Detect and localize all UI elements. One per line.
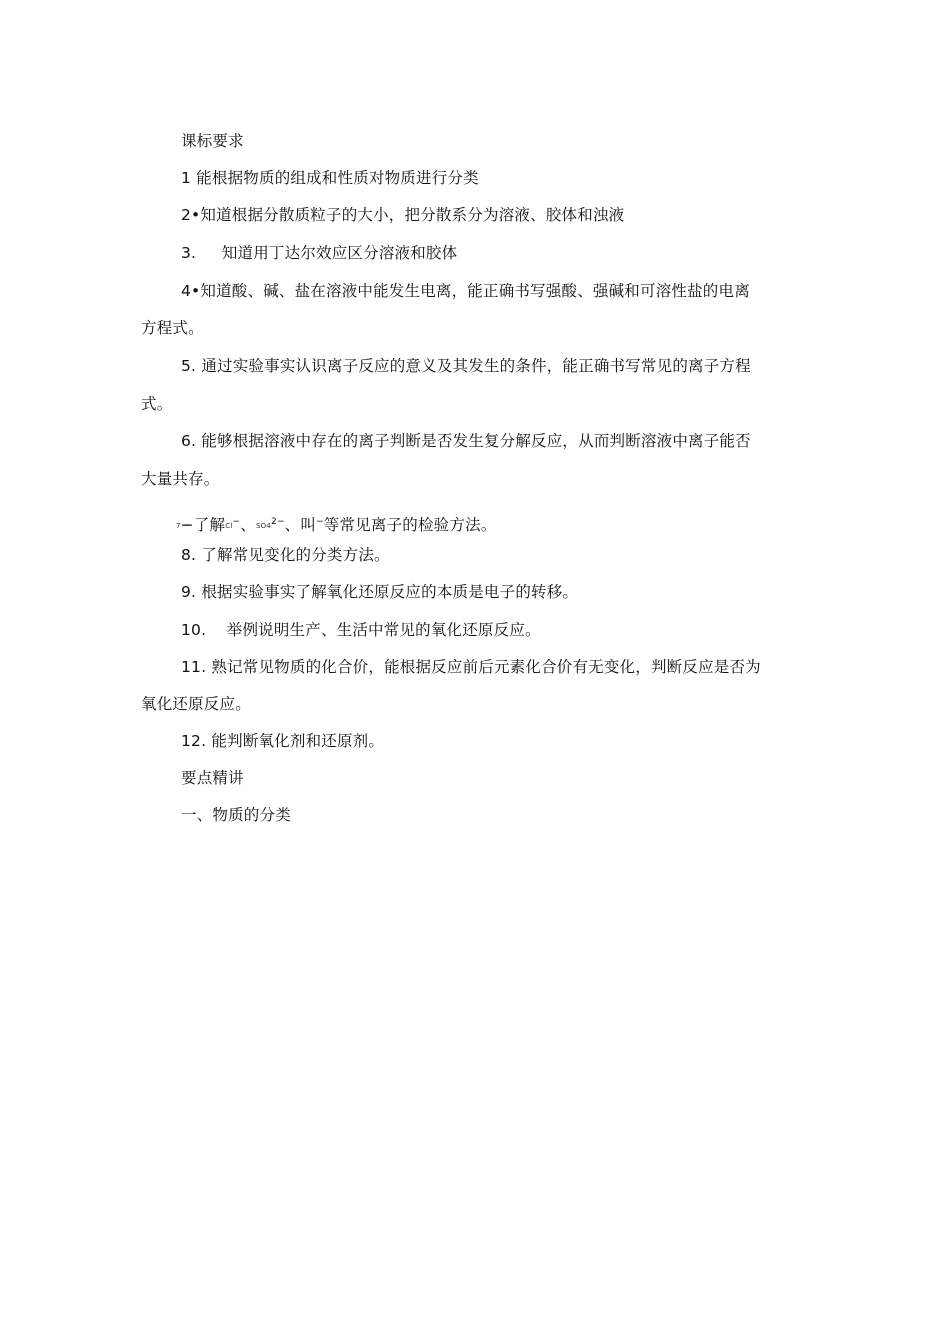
requirement-2: 2•知道根据分散质粒子的大小，把分散系分为溶液、胶体和浊液: [181, 206, 625, 224]
requirement-5: 5. 通过实验事实认识离子反应的意义及其发生的条件，能正确书写常见的离子方程: [181, 357, 751, 375]
item7-text-1: −了解: [180, 516, 226, 534]
item7-ion2: SO: [255, 522, 267, 530]
requirement-1: 1 能根据物质的组成和性质对物质进行分类: [181, 169, 479, 187]
item7-sep: 、: [240, 516, 256, 534]
requirement-3: 3. 知道用丁达尔效应区分溶液和胶体: [181, 244, 458, 262]
item7-text-2: 、叫: [284, 516, 317, 534]
requirement-4-continued: 方程式。: [141, 319, 204, 337]
item7-text-3: 等常见离子的检验方法。: [323, 516, 497, 534]
item7-ion1-charge: −: [232, 517, 241, 527]
section-heading-course-requirements: 课标要求: [181, 132, 244, 150]
item7-ion2-charge: 2−: [270, 517, 285, 527]
requirement-10: 10. 举例说明生产、生活中常见的氧化还原反应。: [181, 621, 541, 639]
requirement-6: 6. 能够根据溶液中存在的离子判断是否发生复分解反应，从而判断溶液中离子能否: [181, 432, 751, 450]
item7-ion1: Cl: [225, 522, 233, 530]
subsection-heading-classification: 一、物质的分类: [181, 806, 291, 824]
requirement-7: [176, 512, 496, 536]
requirement-4: 4•知道酸、碱、盐在溶液中能发生电离，能正确书写强酸、强碱和可溶性盐的电离: [181, 282, 750, 300]
item7-prefix: 7: [176, 522, 181, 530]
requirement-8: 8. 了解常见变化的分类方法。: [181, 546, 390, 564]
section-heading-key-points: 要点精讲: [181, 769, 244, 787]
requirement-11: 11. 熟记常见物质的化合价，能根据反应前后元素化合价有无变化，判断反应是否为: [181, 658, 761, 676]
requirement-5-continued: 式。: [141, 395, 173, 413]
requirement-9: 9. 根据实验事实了解氧化还原反应的本质是电子的转移。: [181, 583, 579, 601]
item7-ion3-charge: −: [316, 517, 324, 527]
requirement-6-continued: 大量共存。: [141, 470, 220, 488]
requirement-12: 12. 能判断氧化剂和还原剂。: [181, 732, 385, 750]
requirement-11-continued: 氧化还原反应。: [141, 695, 251, 713]
item7-ion2-sub: 4: [266, 522, 271, 530]
